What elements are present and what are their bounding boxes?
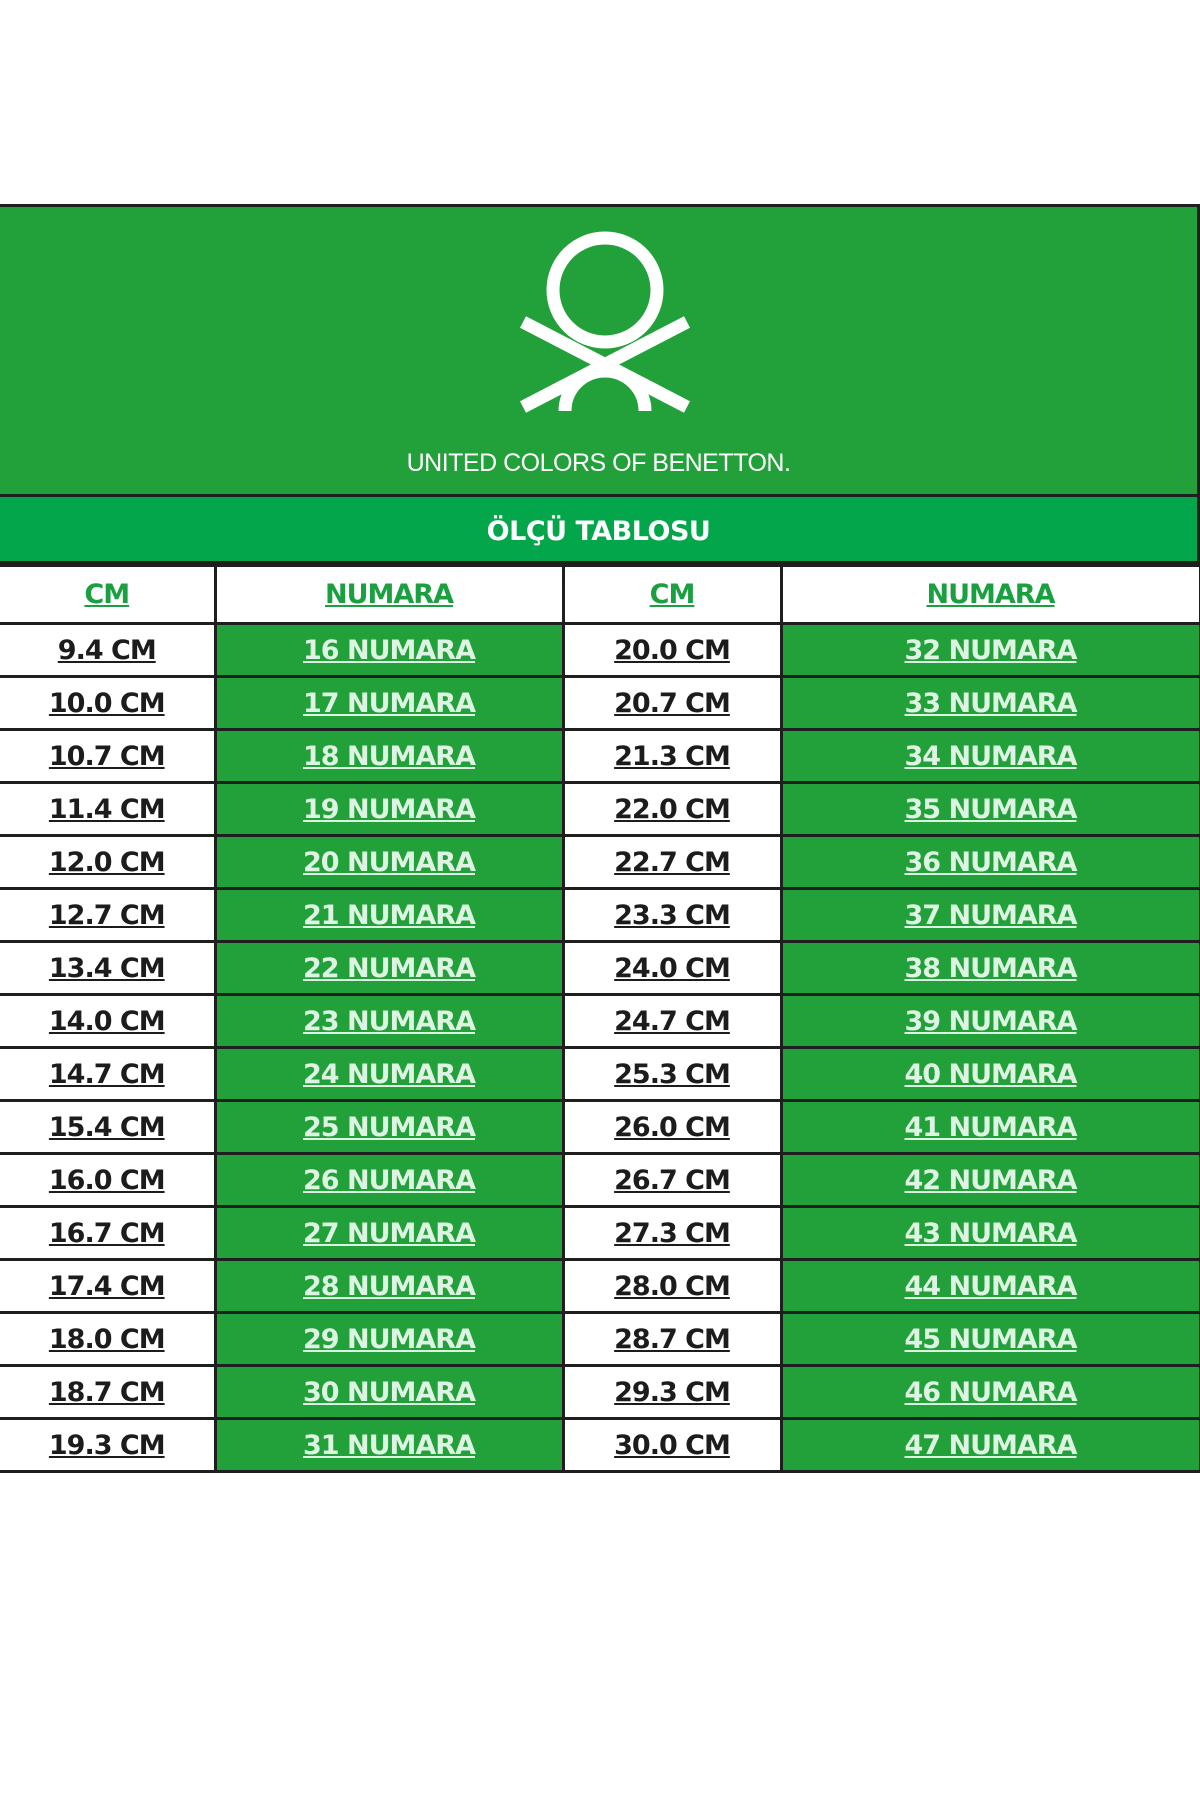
size-table bbox=[0, 564, 1200, 1473]
numara-left-cell: 24 NUMARA bbox=[215, 1048, 563, 1101]
table-row bbox=[0, 677, 1200, 730]
cm-right-cell: 20.0 CM bbox=[563, 624, 781, 677]
numara-right-cell: 44 NUMARA bbox=[781, 1260, 1200, 1313]
cm-right-cell: 25.3 CM bbox=[563, 1048, 781, 1101]
numara-right-cell: 36 NUMARA bbox=[781, 836, 1200, 889]
cm-right-cell: 29.3 CM bbox=[563, 1366, 781, 1419]
cm-left-cell: 18.0 CM bbox=[0, 1313, 215, 1366]
numara-left-cell: 22 NUMARA bbox=[215, 942, 563, 995]
numara-right-cell: 47 NUMARA bbox=[781, 1419, 1200, 1472]
numara-left-cell: 23 NUMARA bbox=[215, 995, 563, 1048]
numara-left-cell: 17 NUMARA bbox=[215, 677, 563, 730]
size-chart bbox=[0, 204, 1200, 1473]
numara-right-cell: 46 NUMARA bbox=[781, 1366, 1200, 1419]
cm-left-cell: 14.7 CM bbox=[0, 1048, 215, 1101]
header-cm-right: CM bbox=[563, 566, 781, 624]
size-rows bbox=[0, 624, 1200, 1472]
numara-left-cell: 30 NUMARA bbox=[215, 1366, 563, 1419]
table-row bbox=[0, 1048, 1200, 1101]
benetton-knot-logo-icon bbox=[515, 227, 695, 417]
numara-left-cell: 26 NUMARA bbox=[215, 1154, 563, 1207]
cm-left-cell: 15.4 CM bbox=[0, 1101, 215, 1154]
numara-right-cell: 35 NUMARA bbox=[781, 783, 1200, 836]
table-row bbox=[0, 889, 1200, 942]
table-row bbox=[0, 730, 1200, 783]
cm-left-cell: 14.0 CM bbox=[0, 995, 215, 1048]
cm-right-cell: 20.7 CM bbox=[563, 677, 781, 730]
cm-left-cell: 10.0 CM bbox=[0, 677, 215, 730]
cm-right-cell: 26.7 CM bbox=[563, 1154, 781, 1207]
table-row bbox=[0, 783, 1200, 836]
numara-left-cell: 21 NUMARA bbox=[215, 889, 563, 942]
cm-right-cell: 27.3 CM bbox=[563, 1207, 781, 1260]
table-title: ÖLÇÜ TABLOSU bbox=[0, 494, 1200, 564]
table-row bbox=[0, 995, 1200, 1048]
table-row bbox=[0, 1101, 1200, 1154]
numara-right-cell: 42 NUMARA bbox=[781, 1154, 1200, 1207]
cm-left-cell: 12.0 CM bbox=[0, 836, 215, 889]
table-row bbox=[0, 1207, 1200, 1260]
numara-right-cell: 43 NUMARA bbox=[781, 1207, 1200, 1260]
header-cm-left: CM bbox=[0, 566, 215, 624]
cm-left-cell: 17.4 CM bbox=[0, 1260, 215, 1313]
cm-left-cell: 19.3 CM bbox=[0, 1419, 215, 1472]
cm-left-cell: 16.0 CM bbox=[0, 1154, 215, 1207]
cm-right-cell: 26.0 CM bbox=[563, 1101, 781, 1154]
numara-left-cell: 29 NUMARA bbox=[215, 1313, 563, 1366]
table-row bbox=[0, 1260, 1200, 1313]
numara-right-cell: 34 NUMARA bbox=[781, 730, 1200, 783]
numara-right-cell: 40 NUMARA bbox=[781, 1048, 1200, 1101]
cm-left-cell: 11.4 CM bbox=[0, 783, 215, 836]
table-row bbox=[0, 1154, 1200, 1207]
cm-right-cell: 22.7 CM bbox=[563, 836, 781, 889]
numara-right-cell: 45 NUMARA bbox=[781, 1313, 1200, 1366]
table-row bbox=[0, 942, 1200, 995]
numara-left-cell: 28 NUMARA bbox=[215, 1260, 563, 1313]
numara-left-cell: 16 NUMARA bbox=[215, 624, 563, 677]
numara-right-cell: 32 NUMARA bbox=[781, 624, 1200, 677]
brand-header bbox=[0, 204, 1200, 494]
cm-left-cell: 10.7 CM bbox=[0, 730, 215, 783]
numara-right-cell: 33 NUMARA bbox=[781, 677, 1200, 730]
numara-right-cell: 38 NUMARA bbox=[781, 942, 1200, 995]
cm-left-cell: 12.7 CM bbox=[0, 889, 215, 942]
cm-right-cell: 24.7 CM bbox=[563, 995, 781, 1048]
table-row bbox=[0, 1419, 1200, 1472]
cm-left-cell: 13.4 CM bbox=[0, 942, 215, 995]
cm-right-cell: 28.0 CM bbox=[563, 1260, 781, 1313]
table-row bbox=[0, 1313, 1200, 1366]
table-row bbox=[0, 1366, 1200, 1419]
cm-right-cell: 30.0 CM bbox=[563, 1419, 781, 1472]
brand-name: UNITED COLORS OF BENETTON. bbox=[406, 449, 791, 477]
cm-left-cell: 18.7 CM bbox=[0, 1366, 215, 1419]
numara-right-cell: 39 NUMARA bbox=[781, 995, 1200, 1048]
numara-left-cell: 19 NUMARA bbox=[215, 783, 563, 836]
numara-left-cell: 27 NUMARA bbox=[215, 1207, 563, 1260]
table-row bbox=[0, 624, 1200, 677]
cm-left-cell: 9.4 CM bbox=[0, 624, 215, 677]
cm-right-cell: 21.3 CM bbox=[563, 730, 781, 783]
table-row bbox=[0, 836, 1200, 889]
cm-right-cell: 24.0 CM bbox=[563, 942, 781, 995]
cm-right-cell: 23.3 CM bbox=[563, 889, 781, 942]
header-numara-left: NUMARA bbox=[215, 566, 563, 624]
header-numara-right: NUMARA bbox=[781, 566, 1200, 624]
table-header-row bbox=[0, 566, 1200, 624]
numara-right-cell: 37 NUMARA bbox=[781, 889, 1200, 942]
numara-left-cell: 25 NUMARA bbox=[215, 1101, 563, 1154]
cm-right-cell: 28.7 CM bbox=[563, 1313, 781, 1366]
cm-left-cell: 16.7 CM bbox=[0, 1207, 215, 1260]
cm-right-cell: 22.0 CM bbox=[563, 783, 781, 836]
numara-left-cell: 18 NUMARA bbox=[215, 730, 563, 783]
numara-right-cell: 41 NUMARA bbox=[781, 1101, 1200, 1154]
numara-left-cell: 31 NUMARA bbox=[215, 1419, 563, 1472]
numara-left-cell: 20 NUMARA bbox=[215, 836, 563, 889]
